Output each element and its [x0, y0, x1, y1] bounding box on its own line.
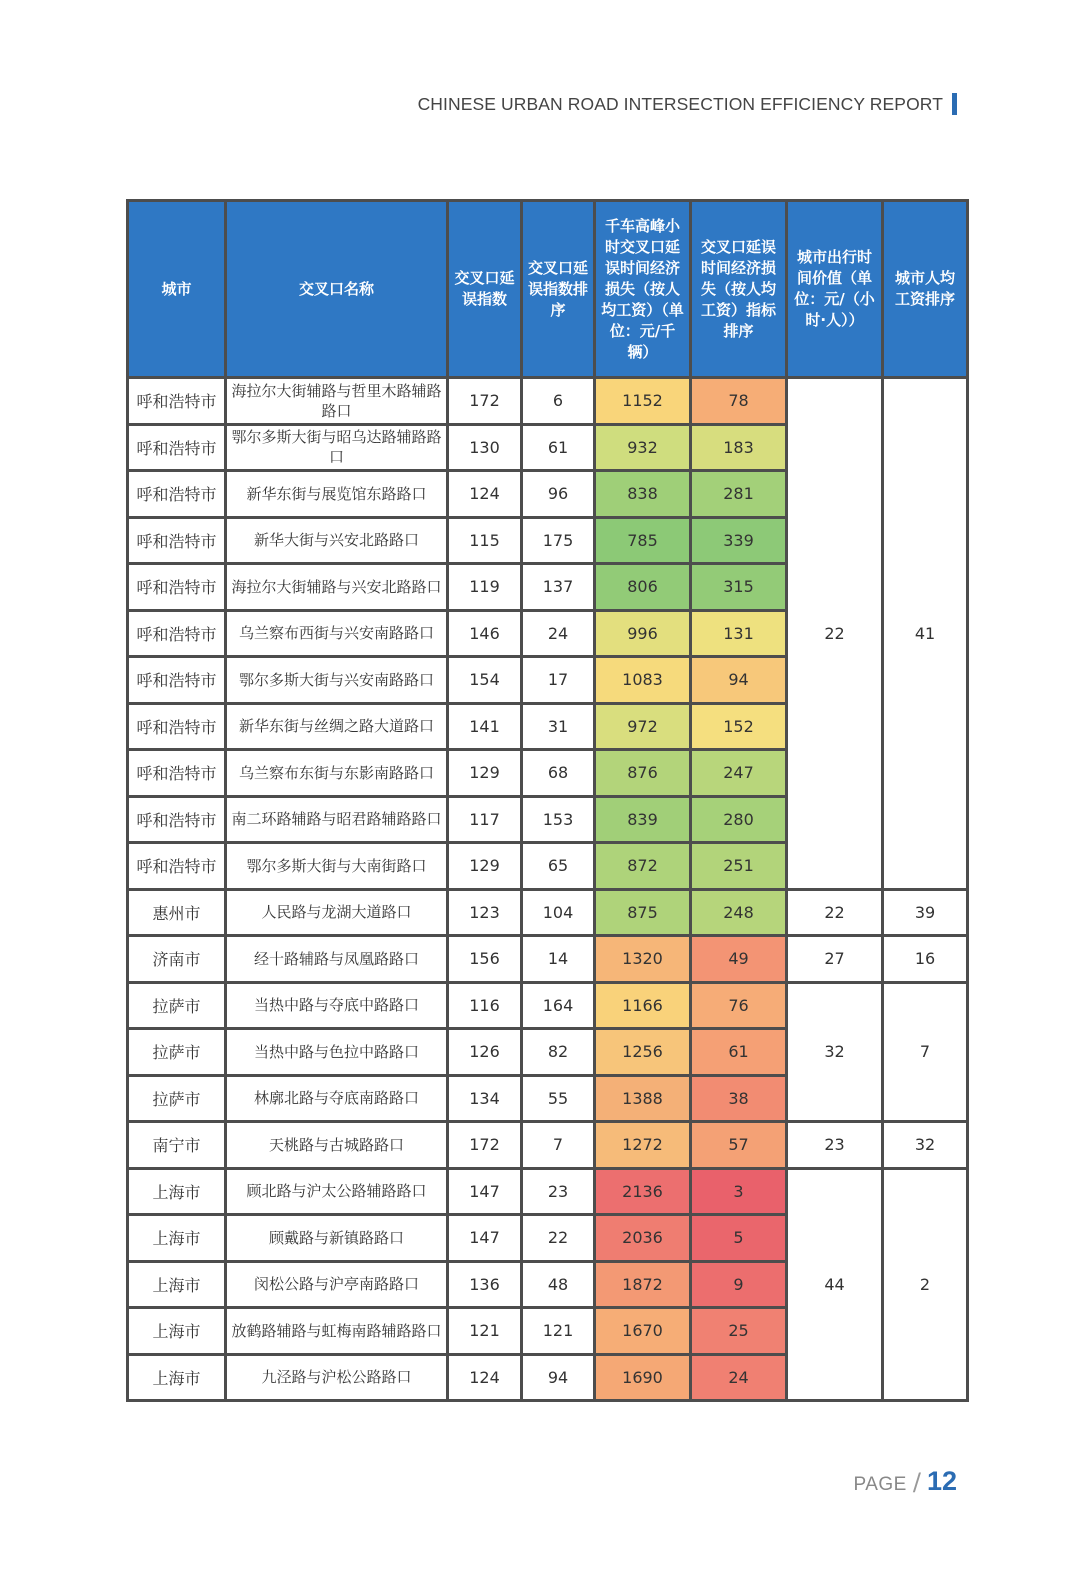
economic-loss-cell: 1320	[595, 936, 691, 983]
col-header-economic-loss: 千车高峰小时交叉口延误时间经济损失（按人均工资）（单位：元/千辆）	[595, 201, 691, 378]
loss-rank-cell: 61	[691, 1029, 787, 1076]
loss-rank-cell: 251	[691, 843, 787, 890]
city-cell: 拉萨市	[128, 982, 226, 1029]
wage-rank-cell: 16	[883, 936, 968, 983]
delay-rank-cell: 68	[522, 750, 595, 797]
loss-rank-cell: 24	[691, 1354, 787, 1401]
delay-index-cell: 156	[448, 936, 522, 983]
intersection-name-cell: 当热中路与夺底中路路口	[226, 982, 448, 1029]
loss-rank-cell: 131	[691, 610, 787, 657]
page-label: PAGE	[853, 1474, 907, 1495]
intersection-name-cell: 乌兰察布东街与东影南路路口	[226, 750, 448, 797]
table-header-row	[128, 201, 968, 378]
intersection-name-cell: 顾戴路与新镇路路口	[226, 1215, 448, 1262]
wage-rank-cell: 32	[883, 1122, 968, 1169]
city-cell: 南宁市	[128, 1122, 226, 1169]
wage-rank-cell: 7	[883, 982, 968, 1122]
economic-loss-cell: 1256	[595, 1029, 691, 1076]
delay-index-cell: 172	[448, 1122, 522, 1169]
loss-rank-cell: 248	[691, 889, 787, 936]
page-footer	[853, 1466, 957, 1497]
city-cell: 呼和浩特市	[128, 703, 226, 750]
wage-rank-cell: 2	[883, 1168, 968, 1401]
economic-loss-cell: 1670	[595, 1308, 691, 1355]
delay-rank-cell: 23	[522, 1168, 595, 1215]
intersection-name-cell: 新华大街与兴安北路路口	[226, 517, 448, 564]
delay-index-cell: 129	[448, 750, 522, 797]
intersection-name-cell: 人民路与龙湖大道路口	[226, 889, 448, 936]
delay-rank-cell: 94	[522, 1354, 595, 1401]
delay-rank-cell: 65	[522, 843, 595, 890]
loss-rank-cell: 281	[691, 471, 787, 518]
table-row	[128, 1168, 968, 1215]
economic-loss-cell: 1872	[595, 1261, 691, 1308]
delay-rank-cell: 24	[522, 610, 595, 657]
table-row	[128, 1122, 968, 1169]
time-value-cell: 22	[787, 889, 883, 936]
delay-rank-cell: 137	[522, 564, 595, 611]
economic-loss-cell: 785	[595, 517, 691, 564]
delay-index-cell: 116	[448, 982, 522, 1029]
delay-index-cell: 141	[448, 703, 522, 750]
delay-rank-cell: 104	[522, 889, 595, 936]
delay-index-cell: 130	[448, 424, 522, 471]
time-value-cell: 44	[787, 1168, 883, 1401]
city-cell: 上海市	[128, 1261, 226, 1308]
delay-rank-cell: 153	[522, 796, 595, 843]
economic-loss-cell: 1388	[595, 1075, 691, 1122]
loss-rank-cell: 280	[691, 796, 787, 843]
delay-index-cell: 172	[448, 378, 522, 425]
city-cell: 呼和浩特市	[128, 471, 226, 518]
delay-index-cell: 124	[448, 471, 522, 518]
delay-rank-cell: 121	[522, 1308, 595, 1355]
table-row	[128, 936, 968, 983]
header-accent-bar	[952, 93, 957, 115]
delay-rank-cell: 164	[522, 982, 595, 1029]
economic-loss-cell: 2136	[595, 1168, 691, 1215]
loss-rank-cell: 94	[691, 657, 787, 704]
col-header-loss-rank: 交叉口延误时间经济损失（按人均工资）指标排序	[691, 201, 787, 378]
delay-index-cell: 126	[448, 1029, 522, 1076]
delay-index-cell: 124	[448, 1354, 522, 1401]
delay-rank-cell: 31	[522, 703, 595, 750]
intersection-name-cell: 鄂尔多斯大街与昭乌达路辅路路口	[226, 424, 448, 471]
delay-rank-cell: 55	[522, 1075, 595, 1122]
intersection-name-cell: 海拉尔大街辅路与哲里木路辅路路口	[226, 378, 448, 425]
city-cell: 拉萨市	[128, 1075, 226, 1122]
col-header-delay-index: 交叉口延误指数	[448, 201, 522, 378]
intersection-name-cell: 南二环路辅路与昭君路辅路路口	[226, 796, 448, 843]
col-header-delay-rank: 交叉口延误指数排序	[522, 201, 595, 378]
table-body	[128, 378, 968, 1401]
delay-rank-cell: 175	[522, 517, 595, 564]
table-row	[128, 982, 968, 1029]
economic-loss-cell: 1272	[595, 1122, 691, 1169]
delay-index-cell: 115	[448, 517, 522, 564]
intersection-name-cell: 经十路辅路与凤凰路路口	[226, 936, 448, 983]
city-cell: 拉萨市	[128, 1029, 226, 1076]
delay-index-cell: 147	[448, 1215, 522, 1262]
intersection-name-cell: 鄂尔多斯大街与兴安南路路口	[226, 657, 448, 704]
economic-loss-cell: 1166	[595, 982, 691, 1029]
delay-index-cell: 134	[448, 1075, 522, 1122]
loss-rank-cell: 25	[691, 1308, 787, 1355]
economic-loss-cell: 875	[595, 889, 691, 936]
delay-index-cell: 117	[448, 796, 522, 843]
delay-rank-cell: 6	[522, 378, 595, 425]
intersection-name-cell: 闵松公路与沪亭南路路口	[226, 1261, 448, 1308]
city-cell: 上海市	[128, 1308, 226, 1355]
time-value-cell: 27	[787, 936, 883, 983]
delay-index-cell: 119	[448, 564, 522, 611]
col-header-wage-rank: 城市人均工资排序	[883, 201, 968, 378]
loss-rank-cell: 78	[691, 378, 787, 425]
economic-loss-cell: 996	[595, 610, 691, 657]
wage-rank-cell: 41	[883, 378, 968, 890]
city-cell: 呼和浩特市	[128, 657, 226, 704]
city-cell: 呼和浩特市	[128, 564, 226, 611]
table-row	[128, 889, 968, 936]
economic-loss-cell: 1083	[595, 657, 691, 704]
loss-rank-cell: 38	[691, 1075, 787, 1122]
report-header	[418, 92, 957, 116]
delay-index-cell: 129	[448, 843, 522, 890]
city-cell: 呼和浩特市	[128, 517, 226, 564]
delay-rank-cell: 14	[522, 936, 595, 983]
economic-loss-cell: 839	[595, 796, 691, 843]
intersection-name-cell: 林廓北路与夺底南路路口	[226, 1075, 448, 1122]
delay-rank-cell: 7	[522, 1122, 595, 1169]
loss-rank-cell: 3	[691, 1168, 787, 1215]
economic-loss-cell: 1152	[595, 378, 691, 425]
intersection-name-cell: 顾北路与沪太公路辅路路口	[226, 1168, 448, 1215]
economic-loss-cell: 1690	[595, 1354, 691, 1401]
loss-rank-cell: 339	[691, 517, 787, 564]
col-header-intersection-name: 交叉口名称	[226, 201, 448, 378]
col-header-time-value: 城市出行时间价值（单位：元/（小时·人））	[787, 201, 883, 378]
intersection-name-cell: 乌兰察布西街与兴安南路路口	[226, 610, 448, 657]
delay-rank-cell: 61	[522, 424, 595, 471]
report-title: CHINESE URBAN ROAD INTERSECTION EFFICIENCY REPORT	[417, 93, 943, 114]
economic-loss-cell: 876	[595, 750, 691, 797]
table-row	[128, 378, 968, 425]
page-slash: /	[912, 1468, 921, 1496]
intersection-name-cell: 新华东街与展览馆东路路口	[226, 471, 448, 518]
intersection-name-cell: 当热中路与色拉中路路口	[226, 1029, 448, 1076]
city-cell: 呼和浩特市	[128, 610, 226, 657]
intersection-name-cell: 新华东街与丝绸之路大道路口	[226, 703, 448, 750]
city-cell: 呼和浩特市	[128, 796, 226, 843]
time-value-cell: 32	[787, 982, 883, 1122]
delay-index-cell: 154	[448, 657, 522, 704]
delay-index-cell: 146	[448, 610, 522, 657]
delay-index-cell: 147	[448, 1168, 522, 1215]
loss-rank-cell: 247	[691, 750, 787, 797]
city-cell: 上海市	[128, 1168, 226, 1215]
economic-loss-cell: 806	[595, 564, 691, 611]
time-value-cell: 23	[787, 1122, 883, 1169]
delay-rank-cell: 22	[522, 1215, 595, 1262]
wage-rank-cell: 39	[883, 889, 968, 936]
delay-index-cell: 136	[448, 1261, 522, 1308]
loss-rank-cell: 49	[691, 936, 787, 983]
intersection-name-cell: 天桃路与古城路路口	[226, 1122, 448, 1169]
delay-index-cell: 121	[448, 1308, 522, 1355]
loss-rank-cell: 183	[691, 424, 787, 471]
city-cell: 呼和浩特市	[128, 843, 226, 890]
delay-rank-cell: 48	[522, 1261, 595, 1308]
delay-rank-cell: 17	[522, 657, 595, 704]
delay-rank-cell: 96	[522, 471, 595, 518]
economic-loss-cell: 972	[595, 703, 691, 750]
city-cell: 呼和浩特市	[128, 378, 226, 425]
intersection-name-cell: 放鹤路辅路与虹梅南路辅路路口	[226, 1308, 448, 1355]
page-number: 12	[926, 1466, 957, 1496]
loss-rank-cell: 315	[691, 564, 787, 611]
city-cell: 上海市	[128, 1215, 226, 1262]
city-cell: 上海市	[128, 1354, 226, 1401]
time-value-cell: 22	[787, 378, 883, 890]
intersection-name-cell: 海拉尔大街辅路与兴安北路路口	[226, 564, 448, 611]
intersection-table	[126, 199, 969, 1402]
economic-loss-cell: 838	[595, 471, 691, 518]
city-cell: 呼和浩特市	[128, 750, 226, 797]
city-cell: 呼和浩特市	[128, 424, 226, 471]
delay-index-cell: 123	[448, 889, 522, 936]
economic-loss-cell: 932	[595, 424, 691, 471]
loss-rank-cell: 76	[691, 982, 787, 1029]
city-cell: 济南市	[128, 936, 226, 983]
economic-loss-cell: 872	[595, 843, 691, 890]
intersection-name-cell: 九泾路与沪松公路路口	[226, 1354, 448, 1401]
city-cell: 惠州市	[128, 889, 226, 936]
intersection-name-cell: 鄂尔多斯大街与大南街路口	[226, 843, 448, 890]
loss-rank-cell: 57	[691, 1122, 787, 1169]
loss-rank-cell: 9	[691, 1261, 787, 1308]
loss-rank-cell: 152	[691, 703, 787, 750]
delay-rank-cell: 82	[522, 1029, 595, 1076]
col-header-city: 城市	[128, 201, 226, 378]
loss-rank-cell: 5	[691, 1215, 787, 1262]
economic-loss-cell: 2036	[595, 1215, 691, 1262]
